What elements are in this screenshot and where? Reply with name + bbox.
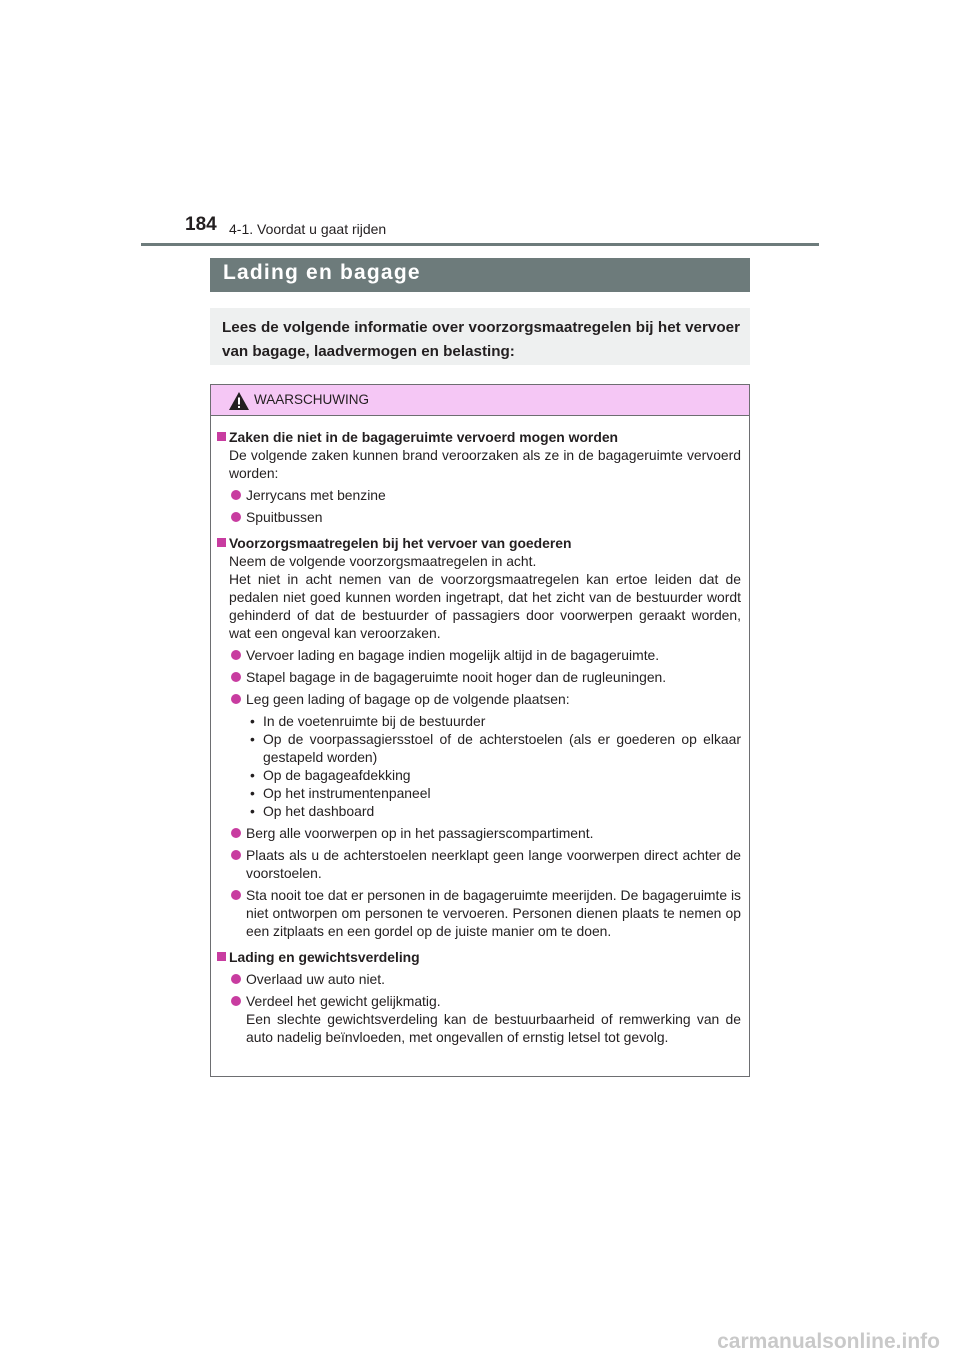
round-bullet-icon [231, 490, 241, 500]
round-bullet-icon [231, 650, 241, 660]
list-item-text: Stapel bagage in de bagageruimte nooit hoger dan de rugleuningen. [246, 669, 667, 685]
round-bullet-icon [231, 672, 241, 682]
intro-text: Lees de volgende informatie over voorzorgsmaatregelen bij het vervoer van bagage, laadvermogen en belasting: [222, 319, 740, 360]
list-item-text: Leg geen lading of bagage op de volgende plaatsen: [246, 691, 570, 707]
list-item-text: Vervoer lading en bagage indien mogelijk altijd in de bagageruimte. [246, 647, 660, 663]
subsection-heading-text: Lading en gewichtsverdeling [229, 949, 420, 965]
subsection-heading [217, 428, 741, 446]
round-bullet-icon [231, 974, 241, 984]
round-bullet-icon [231, 850, 241, 860]
list-item-text: Spuitbussen [246, 509, 323, 525]
header-divider [141, 243, 819, 246]
list-item-text: Jerrycans met benzine [246, 487, 386, 503]
warning-label: WAARSCHUWING [254, 392, 369, 407]
warning-header [211, 385, 749, 416]
warning-body [211, 416, 749, 1046]
list-item-text: Berg alle voorwerpen op in het passagierscompartiment. [246, 825, 594, 841]
list-item [217, 970, 741, 988]
places-item: • Op het dashboard [250, 803, 375, 819]
places-list [217, 712, 741, 820]
paragraph: Neem de volgende voorzorgsmaatregelen in acht. [229, 553, 537, 569]
intro-box [210, 308, 750, 365]
paragraph: De volgende zaken kunnen brand veroorzaken als ze in de bagageruimte vervoerd worden: [229, 447, 741, 481]
square-bullet-icon [217, 952, 226, 961]
round-bullet-icon [231, 996, 241, 1006]
list-item [217, 992, 741, 1010]
list-item [217, 646, 741, 664]
watermark: carmanualsonline.info [717, 1330, 940, 1353]
list-item [217, 668, 741, 686]
section-title: Lading en bagage [210, 258, 750, 292]
list-item [217, 508, 741, 526]
warning-box [210, 384, 750, 1077]
list-item-text: Overlaad uw auto niet. [246, 971, 385, 987]
paragraph: Een slechte gewichtsverdeling kan de bestuurbaarheid of remwerking van de auto nadelig beïnvloeden, met ongevallen of ernstig letsel tot gevolg. [246, 1011, 741, 1045]
list-item [217, 486, 741, 504]
list-item [217, 886, 741, 940]
places-item: • Op de bagageafdekking [250, 767, 411, 783]
places-item: • Op de voorpassagiersstoel of de achterstoelen (als er goederen op elkaar gestapeld worden) [250, 731, 741, 765]
subsection-heading [217, 948, 741, 966]
paragraph: Het niet in acht nemen van de voorzorgsmaatregelen kan ertoe leiden dat de pedalen niet goed kunnen worden ingetrapt, dat het zicht van de bestuurder wordt gehinderd of dat de bestuurder of passagiers door voorwerpen geraakt worden, wat een ongeval kan veroorzaken. [229, 571, 741, 641]
round-bullet-icon [231, 694, 241, 704]
round-bullet-icon [231, 828, 241, 838]
chapter-title: 4-1. Voordat u gaat rijden [229, 221, 387, 237]
subsection-heading-text: Voorzorgsmaatregelen bij het vervoer van goederen [229, 535, 572, 551]
subsection-heading [217, 534, 741, 552]
list-item [217, 824, 741, 842]
places-item: • Op het instrumentenpaneel [250, 785, 431, 801]
list-item-text: Sta nooit toe dat er personen in de bagageruimte meerijden. De bagageruimte is niet ontworpen om personen te vervoeren. Personen dienen plaats te nemen op een zitplaats en een gordel op de juiste manier om te doen. [246, 887, 741, 939]
list-item [217, 846, 741, 882]
round-bullet-icon [231, 890, 241, 900]
square-bullet-icon [217, 538, 226, 547]
square-bullet-icon [217, 432, 226, 441]
list-item-text: Plaats als u de achterstoelen neerklapt geen lange voorwerpen direct achter de voorstoelen. [246, 847, 741, 881]
list-item-text: Verdeel het gewicht gelijkmatig. [246, 993, 441, 1009]
warning-triangle-icon [228, 391, 250, 411]
round-bullet-icon [231, 512, 241, 522]
places-item: • In de voetenruimte bij de bestuurder [250, 713, 486, 729]
page-number: 184 [185, 214, 217, 235]
list-item [217, 690, 741, 708]
subsection-heading-text: Zaken die niet in de bagageruimte vervoerd mogen worden [229, 429, 619, 445]
